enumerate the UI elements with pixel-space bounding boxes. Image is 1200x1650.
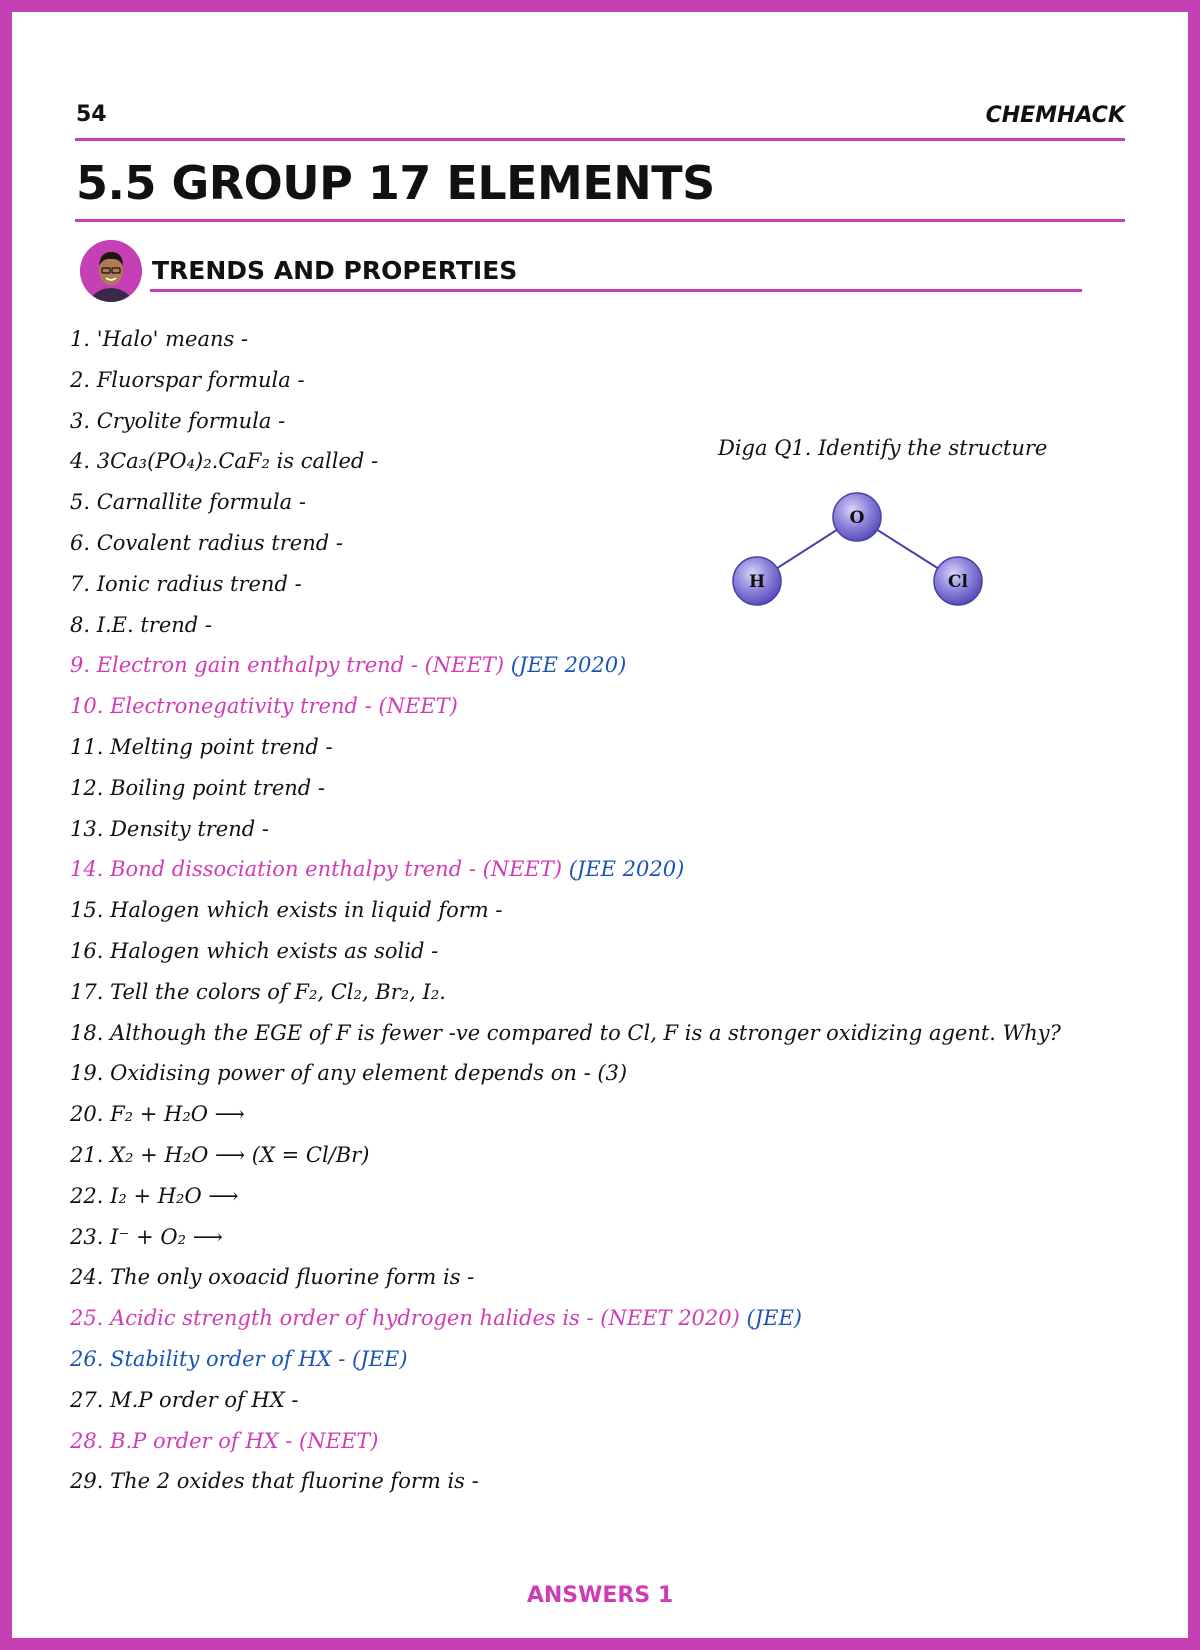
- question-item: [70, 936, 1061, 977]
- question-item: [70, 1058, 1061, 1099]
- section-title: TRENDS AND PROPERTIES: [152, 256, 518, 285]
- question-text: 18. Although the EGE of F is fewer -ve compared to Cl, F is a stronger oxidizing agent. Why?: [70, 1020, 1061, 1045]
- question-item: [70, 1099, 1061, 1140]
- question-text: 22. I₂ + H₂O ⟶: [70, 1183, 239, 1208]
- question-item: [70, 732, 1061, 773]
- question-item: [70, 1303, 1061, 1344]
- author-avatar: [80, 240, 142, 302]
- chapter-title: 5.5 GROUP 17 ELEMENTS: [76, 156, 715, 210]
- question-text: 6. Covalent radius trend -: [70, 530, 343, 555]
- question-text: 5. Carnallite formula -: [70, 490, 306, 515]
- question-item: [70, 650, 1061, 691]
- question-text: 28. B.P order of HX - (NEET): [70, 1428, 379, 1453]
- question-item: [70, 324, 1061, 365]
- question-text: 17. Tell the colors of F₂, Cl₂, Br₂, I₂.: [70, 979, 446, 1004]
- question-item: [70, 895, 1061, 936]
- avatar-portrait-icon: [80, 240, 142, 302]
- exam-tag: (JEE 2020): [562, 857, 685, 882]
- section-rule: [150, 289, 1082, 292]
- question-item: [70, 691, 1061, 732]
- question-item: [70, 1426, 1061, 1467]
- atom-label-hydrogen: H: [748, 572, 766, 592]
- question-text: 26. Stability order of HX - (JEE): [70, 1346, 408, 1371]
- question-item: [70, 1262, 1061, 1303]
- question-text: 12. Boiling point trend -: [70, 775, 326, 800]
- question-text: 25. Acidic strength order of hydrogen halides is - (NEET 2020): [70, 1306, 740, 1331]
- atom-label-chlorine: Cl: [948, 572, 968, 592]
- diagram-caption: Diga Q1. Identify the structure: [718, 436, 1048, 460]
- question-item: [70, 1385, 1061, 1426]
- book-title: CHEMHACK: [985, 103, 1125, 128]
- answers-link[interactable]: ANSWERS 1: [526, 1583, 674, 1608]
- question-text: 1. 'Halo' means -: [70, 327, 249, 351]
- page-number: 54: [76, 102, 107, 127]
- chapter-rule: [75, 219, 1125, 222]
- question-text: 29. The 2 oxides that fluorine form is -: [70, 1469, 479, 1494]
- question-item: [70, 1466, 1061, 1507]
- question-item: [70, 1018, 1061, 1059]
- question-text: 3. Cryolite formula -: [70, 408, 286, 433]
- question-item: [70, 1222, 1061, 1263]
- question-text: 19. Oxidising power of any element depends on - (3): [70, 1061, 628, 1086]
- question-item: [70, 1181, 1061, 1222]
- question-text: 11. Melting point trend -: [70, 734, 333, 759]
- question-text: 27. M.P order of HX -: [70, 1387, 299, 1412]
- question-item: [70, 1344, 1061, 1385]
- question-text: 24. The only oxoacid fluorine form is -: [70, 1265, 475, 1290]
- question-text: 13. Density trend -: [70, 816, 269, 841]
- question-item: [70, 773, 1061, 814]
- question-item: [70, 365, 1061, 406]
- question-text: 20. F₂ + H₂O ⟶: [70, 1102, 245, 1127]
- question-text: 9. Electron gain enthalpy trend - (NEET): [70, 653, 505, 678]
- question-text: 14. Bond dissociation enthalpy trend - (NEET): [70, 857, 563, 882]
- question-item: [70, 977, 1061, 1018]
- atom-label-oxygen: O: [849, 508, 865, 528]
- question-item: [70, 1140, 1061, 1181]
- question-text: 8. I.E. trend -: [70, 612, 213, 637]
- question-item: [70, 814, 1061, 855]
- hocl-molecule-diagram: [720, 490, 1000, 620]
- exam-tag: (JEE 2020): [504, 653, 627, 678]
- question-text: 7. Ionic radius trend -: [70, 571, 302, 596]
- question-text: 16. Halogen which exists as solid -: [70, 938, 439, 963]
- header-rule: [75, 138, 1125, 141]
- question-item: [70, 854, 1061, 895]
- question-text: 21. X₂ + H₂O ⟶ (X = Cl/Br): [70, 1142, 370, 1167]
- question-text: 10. Electronegativity trend - (NEET): [70, 694, 458, 719]
- question-text: 2. Fluorspar formula -: [70, 367, 305, 392]
- question-text: 15. Halogen which exists in liquid form -: [70, 898, 503, 923]
- question-text: 4. 3Ca₃(PO₄)₂.CaF₂ is called -: [70, 449, 379, 474]
- question-text: 23. I⁻ + O₂ ⟶: [70, 1224, 223, 1249]
- exam-tag: (JEE): [739, 1306, 802, 1331]
